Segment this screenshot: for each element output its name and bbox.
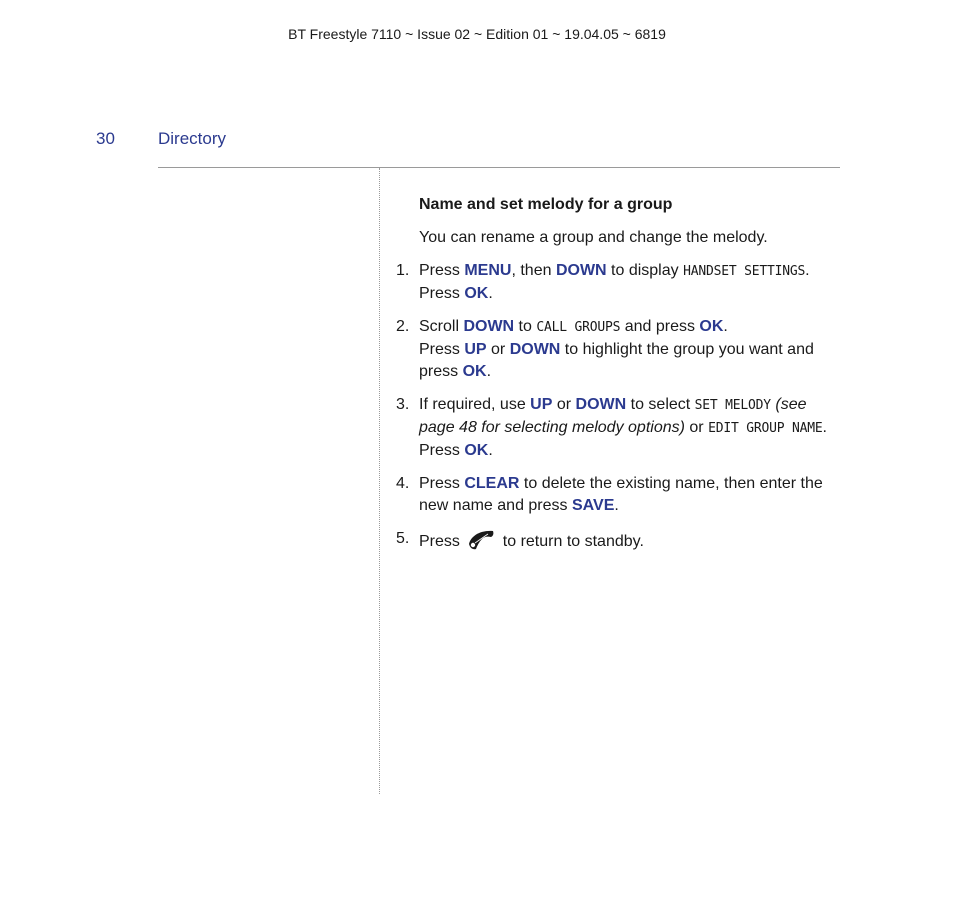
step-2 xyxy=(396,316,842,383)
step-text xyxy=(419,316,842,383)
section-title: Directory xyxy=(158,129,227,148)
column-divider xyxy=(379,168,380,794)
key-clear: CLEAR xyxy=(464,475,520,492)
key-menu: MENU xyxy=(464,262,512,279)
header-rule xyxy=(158,167,840,168)
cross-reference: (see page 48 for selecting melody options) xyxy=(419,396,807,436)
text-run: . xyxy=(805,262,810,279)
step-text xyxy=(419,528,842,553)
step-number: 1. xyxy=(396,262,410,279)
key-ok: OK xyxy=(464,285,489,302)
text-run: Press xyxy=(419,533,465,550)
text-run: . xyxy=(486,363,492,380)
section-heading: Name and set melody for a group xyxy=(419,196,673,213)
text-run: If required, use xyxy=(419,396,531,413)
step-number: 5. xyxy=(396,530,410,547)
step-text xyxy=(419,260,842,305)
step-3 xyxy=(396,394,842,462)
text-run: to return to standby. xyxy=(498,533,644,550)
display-text: HANDSET SETTINGS xyxy=(683,264,806,279)
text-run: Press xyxy=(419,285,465,302)
running-header: BT Freestyle 7110 ~ Issue 02 ~ Edition 01 ~ 19.04.05 ~ 6819 xyxy=(288,26,666,42)
text-run: Press xyxy=(419,475,465,492)
key-down: DOWN xyxy=(463,318,515,335)
text-run: . Press xyxy=(419,419,827,459)
text-run: Scroll xyxy=(419,318,464,335)
main-content xyxy=(396,194,842,564)
text-run: . xyxy=(614,497,619,514)
step-number: 4. xyxy=(396,475,410,492)
key-down: DOWN xyxy=(555,262,607,279)
text-run: and press xyxy=(620,318,700,335)
step-4 xyxy=(396,473,842,517)
key-ok: OK xyxy=(699,318,724,335)
step-number: 3. xyxy=(396,396,410,413)
text-run: to xyxy=(514,318,537,335)
text-run: . xyxy=(488,285,493,302)
key-down: DOWN xyxy=(575,396,627,413)
intro-text: You can rename a group and change the melody. xyxy=(419,229,768,246)
text-run: to select xyxy=(626,396,695,413)
key-down: DOWN xyxy=(509,341,561,358)
text-run: to highlight the group you want and press xyxy=(419,341,814,380)
text-run: . xyxy=(723,318,728,335)
key-ok: OK xyxy=(462,363,487,380)
display-text: SET MELODY xyxy=(694,398,771,413)
text-run: or xyxy=(552,396,576,413)
text-run: Press xyxy=(419,341,465,358)
text-run: Press xyxy=(419,262,465,279)
step-text xyxy=(419,394,842,462)
key-up: UP xyxy=(530,396,553,413)
step-text xyxy=(419,473,842,517)
text-run: . xyxy=(488,442,493,459)
text-run: , then xyxy=(511,262,556,279)
step-1 xyxy=(396,260,842,305)
text-run: to delete the existing name, then enter the new name and press xyxy=(419,475,823,514)
step-5 xyxy=(396,528,842,553)
key-ok: OK xyxy=(464,442,489,459)
display-text: CALL GROUPS xyxy=(536,320,621,335)
text-run: or xyxy=(486,341,510,358)
key-save: SAVE xyxy=(571,497,615,514)
step-number: 2. xyxy=(396,318,410,335)
text-run: to display xyxy=(606,262,684,279)
key-up: UP xyxy=(464,341,487,358)
text-run: or xyxy=(684,419,709,436)
steps-list xyxy=(396,260,842,553)
end-call-phone-icon xyxy=(466,528,496,552)
display-text: EDIT GROUP NAME xyxy=(708,421,823,436)
page-number: 30 xyxy=(96,129,115,148)
